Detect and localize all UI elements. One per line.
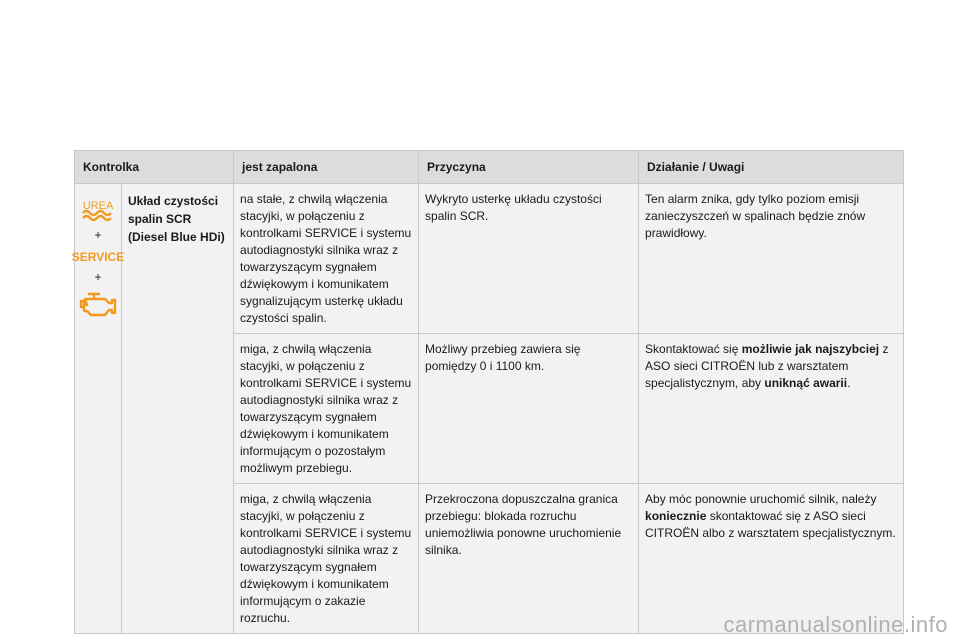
urea-icon-label: UREA [82, 200, 114, 212]
row3-action-part: skontaktować się z ASO sieci CITROËN albo z warsztatem specjalistycznym. [645, 509, 896, 540]
row1-when: na stałe, z chwilą włączenia stacyjki, w połączeniu z kontrolkami SERVICE i systemu autodiagnostyki silnika wraz z towarzyszącym sygnałem dźwiękowym i komunikatem sygnalizującym usterkę układu czystości spalin. [234, 184, 419, 334]
row2-when: miga, z chwilą włączenia stacyjki, w połączeniu z kontrolkami SERVICE i systemu autodiagnostyki silnika wraz z towarzyszącym sygnałem dźwiękowym i komunikatem informującym o pozostałym możliwym przebiegu. [234, 334, 419, 484]
table-header-row [75, 151, 904, 184]
row1-cause: Wykryto usterkę układu czystości spalin SCR. [419, 184, 639, 334]
row2-action-emphasis: uniknąć awarii [764, 376, 848, 390]
row3-action [639, 484, 904, 634]
row3-action-part: Aby móc ponownie uruchomić silnik, należy [645, 492, 877, 506]
row2-action-part: . [847, 376, 851, 390]
header-dzialanie: Działanie / Uwagi [639, 151, 904, 184]
urea-warning-icon [78, 198, 118, 222]
service-icon-label: SERVICE [71, 250, 125, 264]
row2-cause: Możliwy przebieg zawiera się pomiędzy 0 i 1100 km. [419, 334, 639, 484]
warning-icons-cell [71, 184, 125, 634]
row2-action [639, 334, 904, 484]
header-przyczyna: Przyczyna [419, 151, 639, 184]
row2-action-part: z ASO sieci CITROËN lub z warsztatem specjalistycznym, aby [645, 342, 889, 390]
row2-action-emphasis: możliwie jak najszybciej [741, 342, 880, 356]
row3-cause: Przekroczona dopuszczalna granica przebiegu: blokada rozruchu uniemożliwia ponowne uruchomienie silnika. [419, 484, 639, 634]
service-warning-icon [71, 248, 125, 264]
engine-check-icon [78, 290, 118, 320]
row2-action-part: Skontaktować się [645, 342, 742, 356]
watermark: carmanualsonline.info [723, 612, 948, 637]
header-kontrolka: Kontrolka [75, 151, 234, 184]
table-row [75, 184, 904, 334]
warning-lights-table [71, 150, 904, 634]
row3-action-emphasis: koniecznie [645, 509, 707, 523]
header-jest-zapalona: jest zapalona [234, 151, 419, 184]
plus-sign: + [94, 228, 102, 242]
row3-when: miga, z chwilą włączenia stacyjki, w połączeniu z kontrolkami SERVICE i systemu autodiagnostyki silnika wraz z towarzyszącym sygnałem dźwiękowym i komunikatem informującym o zakazie rozruchu. [234, 484, 419, 634]
row1-action: Ten alarm znika, gdy tylko poziom emisji zanieczyszczeń w spalinach będzie znów prawidłowy. [639, 184, 904, 334]
plus-sign: + [94, 270, 102, 284]
system-name: Układ czystości spalin SCR (Diesel Blue HDi) [122, 184, 234, 634]
